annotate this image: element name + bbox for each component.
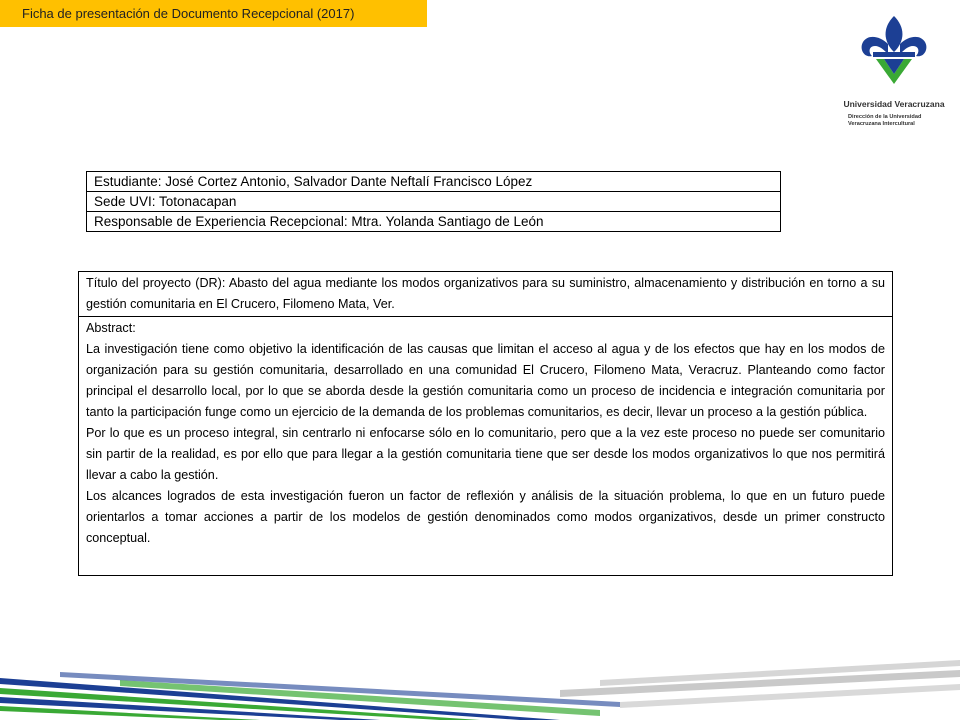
- student-info-table: [86, 171, 781, 232]
- table-row: [79, 272, 893, 317]
- logo-subtitle-line1: Dirección de la Universidad: [848, 114, 922, 120]
- logo-subtitle-line2: Veracruzana Intercultural: [848, 121, 915, 127]
- abstract-paragraph: Por lo que es un proceso integral, sin centrarlo ni enfocarse sólo en lo comunitario, pero que a la vez este proceso no puede ser comunitario sin partir de la realidad, es por ello que para llegar a la gestión comunitaria tiene que ser desde los modos organizativos lo que nos permitirá llevar a cabo la gestión.: [86, 426, 885, 482]
- header-band: [0, 0, 427, 27]
- student-names: Estudiante: José Cortez Antonio, Salvador Dante Neftalí Francisco López: [87, 172, 781, 192]
- header-title: Ficha de presentación de Documento Recepcional (2017): [22, 6, 355, 21]
- project-title: Título del proyecto (DR): Abasto del agua mediante los modos organizativos para su suministro, almacenamiento y distribución en torno a su gestión comunitaria en El Crucero, Filomeno Mata, Ver.: [79, 272, 893, 317]
- table-row: [87, 172, 781, 192]
- abstract-paragraph: Los alcances logrados de esta investigación fueron un factor de reflexión y análisis de la situación problema, lo que en un futuro puede orientarlos a tomar acciones a partir de los modelos de gestión denominados como modos organizativos, desde un primer constructo conceptual.: [86, 489, 885, 545]
- footer-stripes: [0, 650, 960, 720]
- responsable: Responsable de Experiencia Recepcional: Mtra. Yolanda Santiago de León: [87, 212, 781, 232]
- abstract-label: Abstract:: [86, 321, 136, 335]
- logo-subtitle: [848, 114, 921, 128]
- abstract-cell: [79, 317, 893, 576]
- table-row: [87, 192, 781, 212]
- university-logo: [836, 14, 952, 134]
- table-row: [87, 212, 781, 232]
- project-table: [78, 271, 893, 576]
- logo-university-name: Universidad Veracruzana: [843, 99, 945, 109]
- table-row: [79, 317, 893, 576]
- sede-uvi: Sede UVI: Totonacapan: [87, 192, 781, 212]
- abstract-paragraph: La investigación tiene como objetivo la identificación de las causas que limitan el acceso al agua y de los efectos que hay en los modos de organización para su gestión comunitaria, desarrollado en una comunidad El Crucero, Filomeno Mata, Veracruz. Planteando como factor principal el desarrollo local, por lo que se aborda desde la gestión comunitaria como un proceso de incidencia e integración comunitaria por tanto la participación funge como un ejercicio de la demanda de los problemas comunitarios, es decir, llevar un proceso a la gestión pública.: [86, 342, 885, 419]
- flor-de-lis-icon: [858, 14, 930, 86]
